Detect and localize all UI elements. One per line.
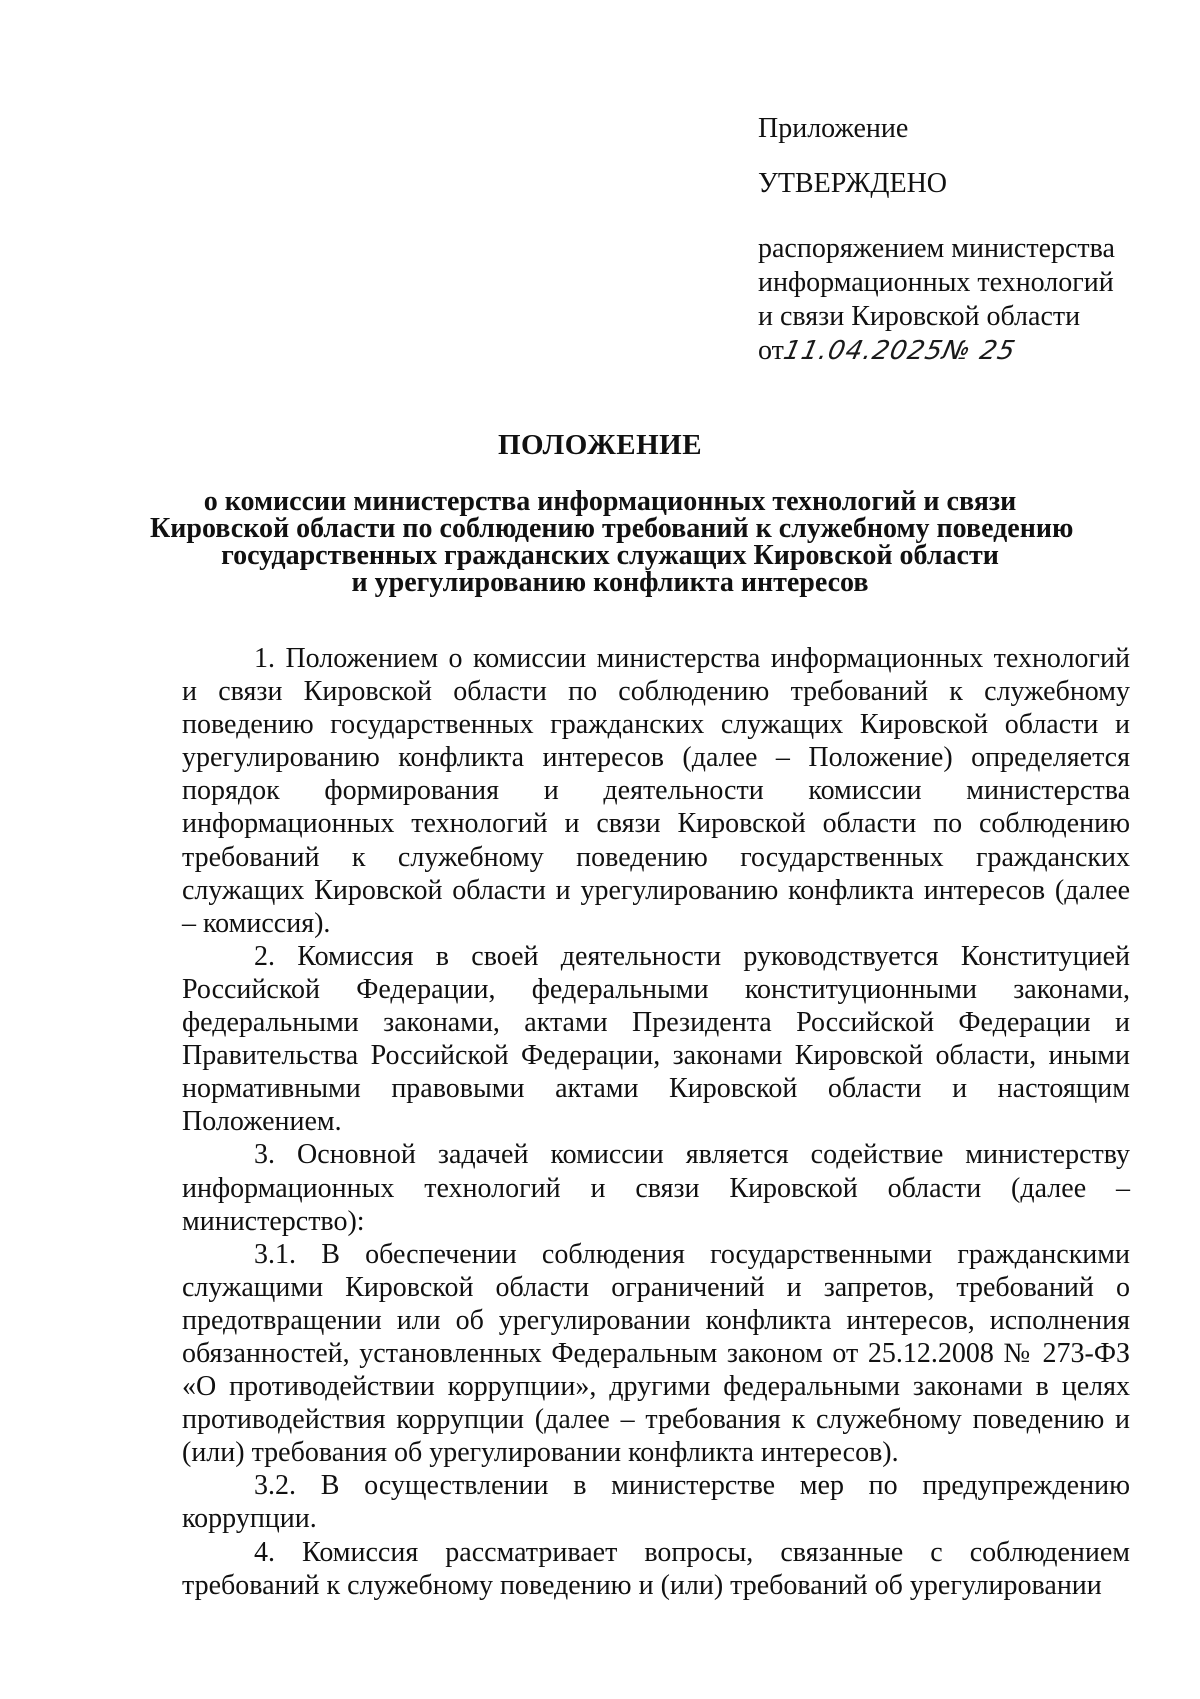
handwritten-date-number: 11.04.2025№ 25 [780,336,1019,366]
paragraph-4: 4. Комиссия рассматривает вопросы, связанные с соблюдением требований к служебному поведению и (или) требований об урегулировании [182,1536,1130,1601]
paragraph-3: 3. Основной задачей комиссии является содействие министерству информационных технологий и связи Кировской области (далее – министерство): [182,1139,1130,1237]
document-body [182,642,1130,1602]
subtitle-line-2: Кировской области по соблюдению требований к служебному поведению [150,513,1074,544]
issuer-line-1: распоряжением министерства [758,233,1115,264]
paragraph-3-2: 3.2. В осуществлении в министерстве мер по предупреждению коррупции. [182,1470,1130,1535]
approved-label: УТВЕРЖДЕНО [758,168,948,199]
paragraph-2: 2. Комиссия в своей деятельности руководствуется Конституцией Российской Федерации, федеральными конституционными законами, федеральными законами, актами Президента Российской Федерации и Правительства Российской Федерации, законами Кировской области, иными нормативными правовыми актами Кировской области и настоящим Положением. [182,940,1130,1138]
subtitle-line-3: государственных гражданских служащих Кировской области [221,540,999,571]
paragraph-1: 1. Положением о комиссии министерства информационных технологий и связи Кировской области по соблюдению требований к служебному поведению государственных гражданских служащих Кировской области и урегулированию конфликта интересов (далее – Положение) определяется порядок формирования и деятельности комиссии министерства информационных технологий и связи Кировской области по соблюдению требований к служебному поведению государственных гражданских служащих Кировской области и урегулированию конфликта интересов (далее – комиссия). [182,643,1130,939]
paragraph-3-1: 3.1. В обеспечении соблюдения государственными гражданскими служащими Кировской области ограничений и запретов, требований о предотвращении или об урегулировании конфликта интересов, исполнения обязанностей, установленных Федеральным законом от 25.12.2008 № 273-ФЗ «О противодействии коррупции», другими федеральными законами в целях противодействия коррупции (далее – требования к служебному поведению и (или) требования об урегулировании конфликта интересов). [182,1238,1130,1469]
document-subtitle [150,486,1074,598]
approval-block [758,112,1158,368]
subtitle-line-1: о комиссии министерства информационных технологий и связи [203,486,1017,517]
date-prefix: от [758,335,784,366]
issuer-line-2: информационных технологий [758,267,1114,298]
date-line [758,334,1158,368]
issuer-line-3: и связи Кировской области [758,301,1081,332]
subtitle-line-4: и урегулированию конфликта интересов [351,567,869,598]
document-title: ПОЛОЖЕНИЕ [497,429,703,461]
appendix-label: Приложение [758,113,909,144]
